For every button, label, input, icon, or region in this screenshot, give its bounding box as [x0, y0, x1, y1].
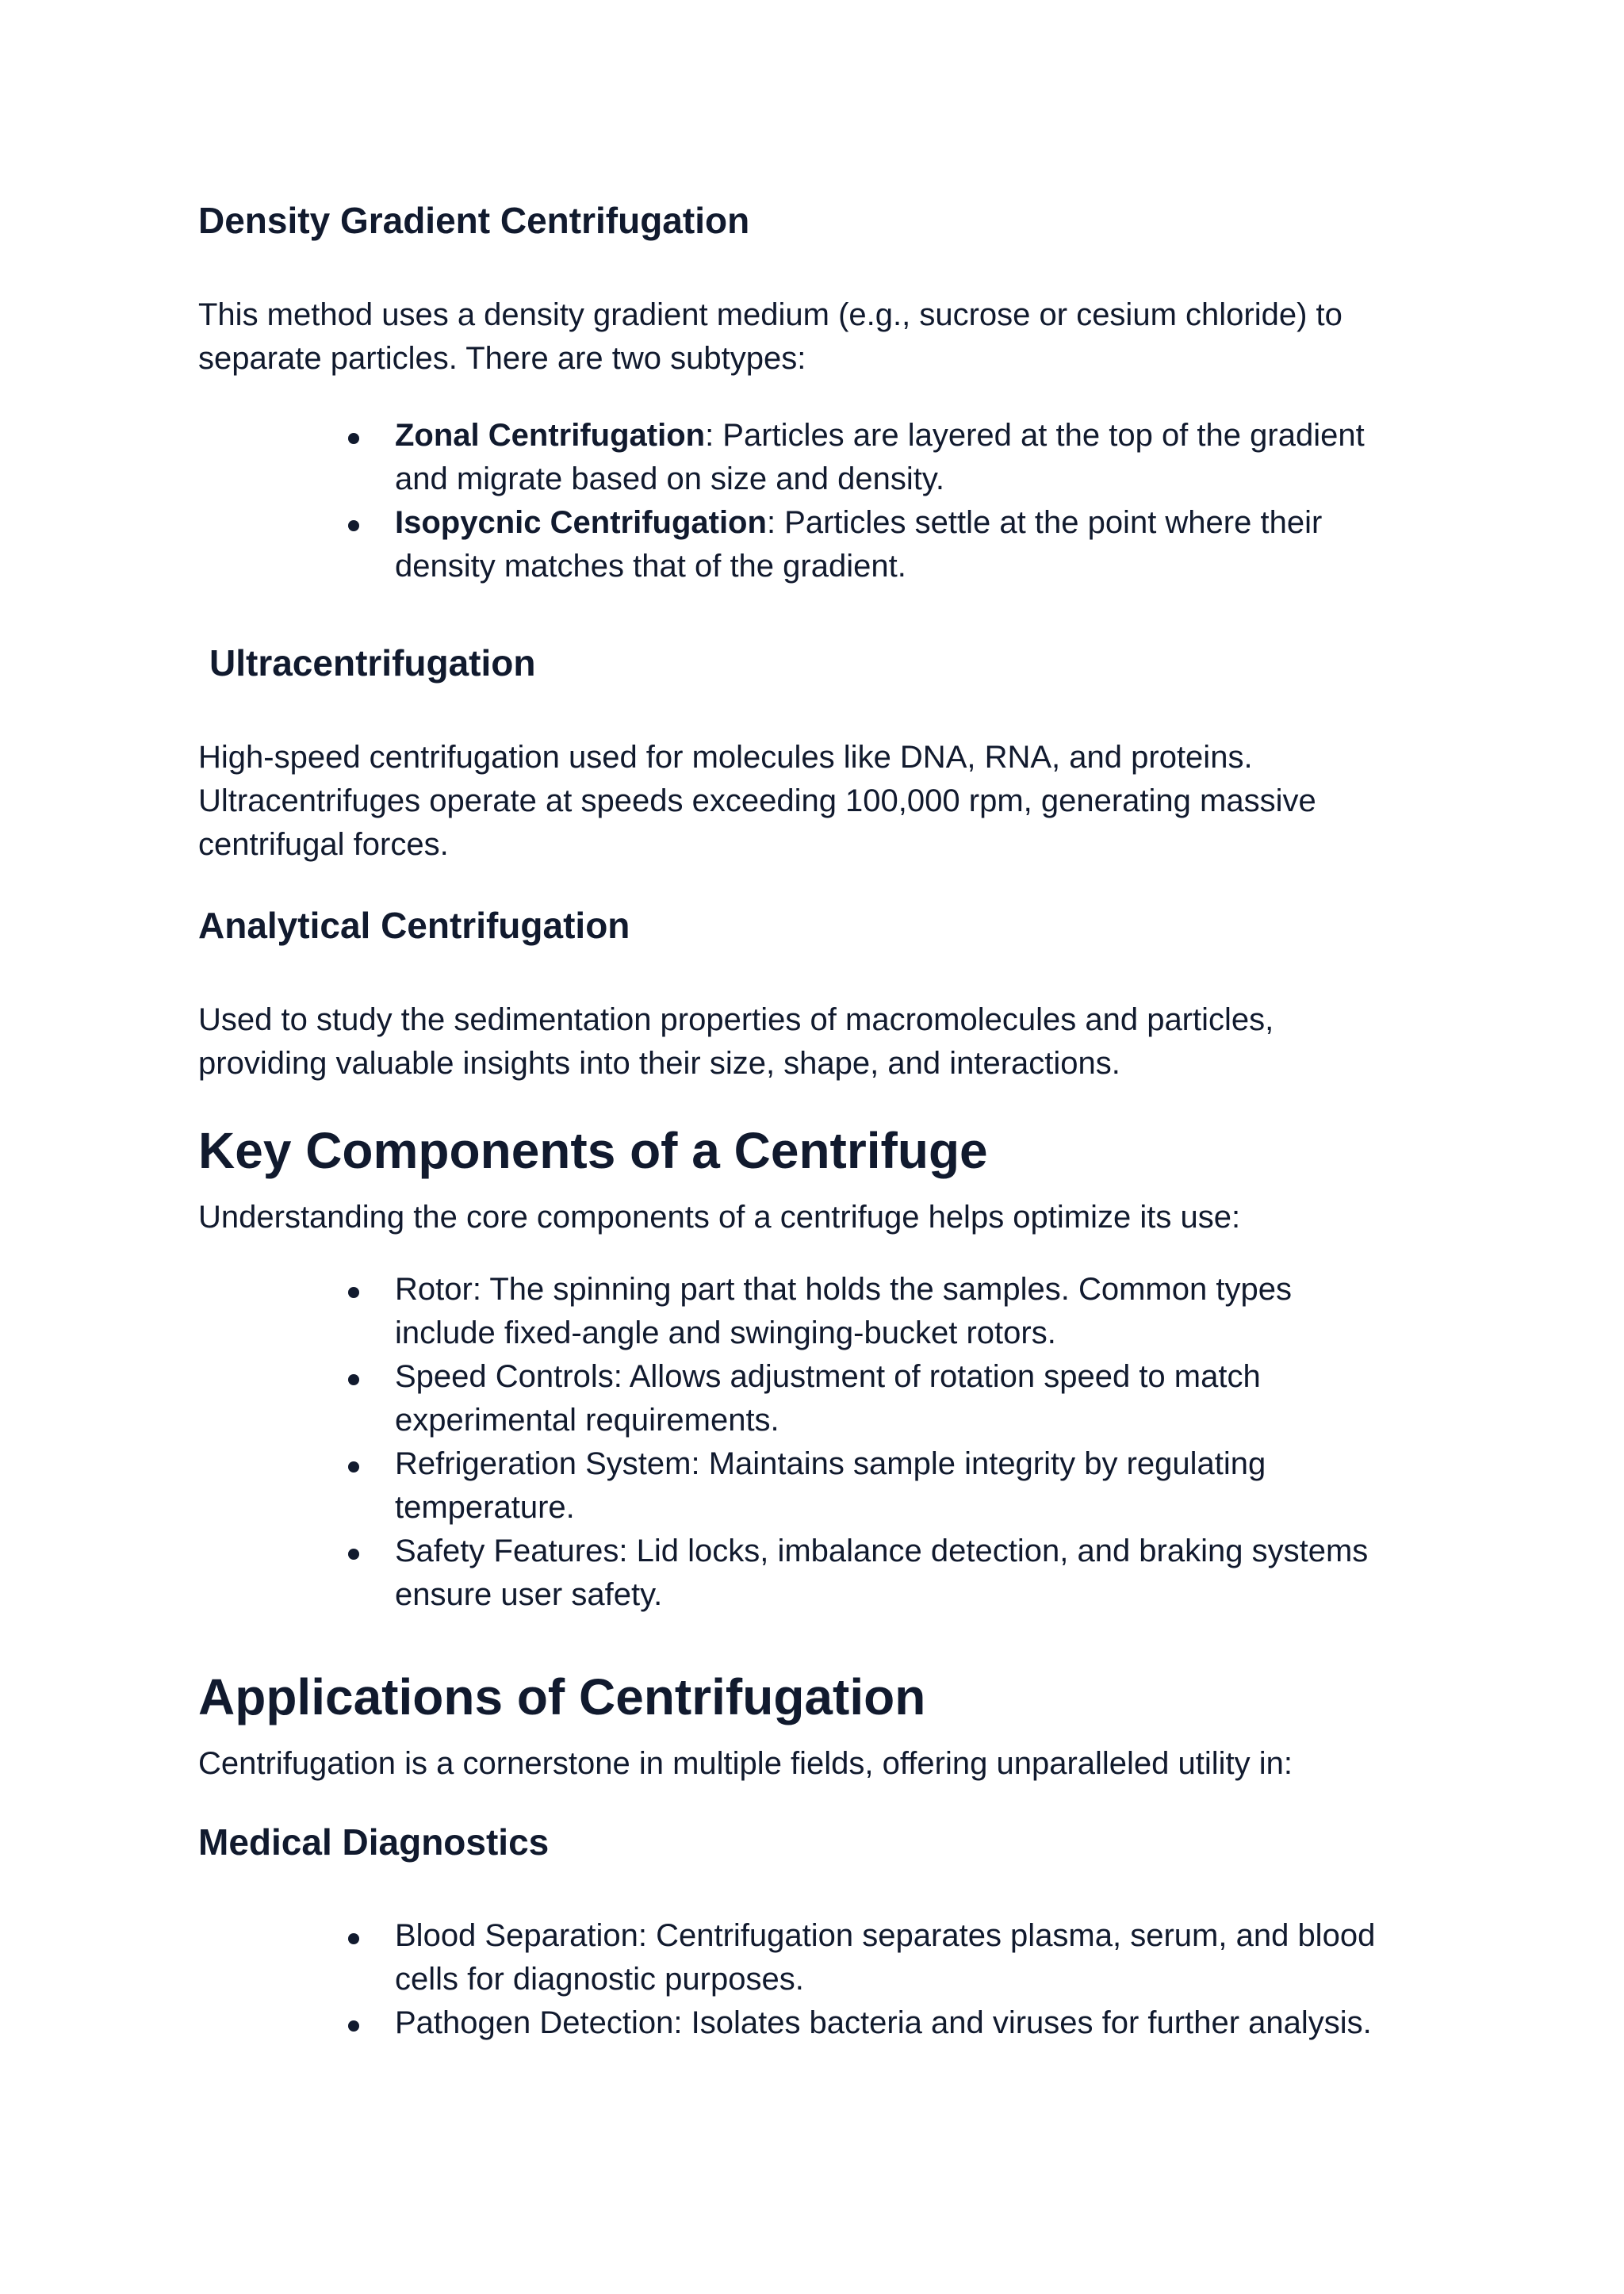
paragraph-line: This method uses a density gradient medium (e.g., sucrose or cesium chloride) to: [198, 297, 1342, 332]
list-item: [0, 1530, 1624, 1617]
bullet-icon: [348, 1549, 359, 1560]
term-description: : Particles are layered at the top of the gradient: [705, 418, 1365, 453]
list-item-line: Speed Controls: Allows adjustment of rotation speed to match: [395, 1359, 1261, 1394]
heading-applications: Applications of Centrifugation: [198, 1668, 926, 1725]
paragraph-line: Understanding the core components of a centrifuge helps optimize its use:: [198, 1200, 1241, 1235]
heading-ultracentrifugation: Ultracentrifugation: [209, 642, 536, 684]
paragraph-line: High-speed centrifugation used for molecules like DNA, RNA, and proteins.: [198, 740, 1253, 775]
components-list: [0, 1268, 1624, 1617]
list-item-line: include fixed-angle and swinging-bucket rotors.: [395, 1316, 1056, 1350]
bullet-icon: [348, 520, 359, 531]
list-item-line: experimental requirements.: [395, 1403, 779, 1438]
bullet-icon: [348, 2020, 359, 2032]
list-item-line: temperature.: [395, 1490, 575, 1525]
list-item-line: Pathogen Detection: Isolates bacteria and viruses for further analysis.: [395, 2005, 1372, 2040]
bullet-icon: [348, 1933, 359, 1944]
list-item-line: density matches that of the gradient.: [395, 549, 906, 584]
list-item: [0, 1914, 1624, 2001]
analytical-paragraph: [198, 998, 1435, 1086]
list-item-line: ensure user safety.: [395, 1577, 663, 1612]
heading-key-components: Key Components of a Centrifuge: [198, 1122, 988, 1179]
density-subtypes-list: [0, 414, 1624, 588]
bullet-icon: [348, 1287, 359, 1298]
list-item-line: [395, 414, 1624, 458]
list-item-line: Refrigeration System: Maintains sample integrity by regulating: [395, 1446, 1266, 1481]
term-description: : Particles settle at the point where their: [766, 505, 1323, 540]
term-label: Isopycnic Centrifugation: [395, 505, 767, 540]
list-item-line: and migrate based on size and density.: [395, 461, 945, 496]
ultra-paragraph: [198, 736, 1435, 867]
list-item: [0, 1268, 1624, 1355]
list-item-line: [395, 501, 1624, 545]
list-item-line: Safety Features: Lid locks, imbalance detection, and braking systems: [395, 1534, 1369, 1568]
paragraph-line: providing valuable insights into their size, shape, and interactions.: [198, 1046, 1120, 1081]
paragraph-line: separate particles. There are two subtypes:: [198, 341, 806, 376]
paragraph-line: Used to study the sedimentation properties of macromolecules and particles,: [198, 1002, 1274, 1037]
paragraph-line: Centrifugation is a cornerstone in multiple fields, offering unparalleled utility in:: [198, 1746, 1293, 1781]
bullet-icon: [348, 433, 359, 444]
list-item: [0, 1442, 1624, 1530]
list-item: [0, 1355, 1624, 1442]
term-label: Zonal Centrifugation: [395, 418, 706, 453]
heading-density-gradient: Density Gradient Centrifugation: [198, 200, 750, 241]
bullet-icon: [348, 1374, 359, 1385]
paragraph-line: centrifugal forces.: [198, 827, 449, 862]
paragraph-line: Ultracentrifuges operate at speeds exceeding 100,000 rpm, generating massive: [198, 783, 1316, 818]
list-item-line: Rotor: The spinning part that holds the samples. Common types: [395, 1272, 1292, 1307]
list-item: [0, 501, 1624, 588]
applications-intro: [198, 1742, 1435, 1786]
heading-analytical-centrifugation: Analytical Centrifugation: [198, 905, 630, 946]
heading-medical-diagnostics: Medical Diagnostics: [198, 1821, 550, 1863]
components-intro: [198, 1196, 1435, 1239]
list-item: [0, 414, 1624, 501]
list-item-line: Blood Separation: Centrifugation separates plasma, serum, and blood: [395, 1918, 1376, 1953]
list-item-line: cells for diagnostic purposes.: [395, 1962, 804, 1997]
list-item: [0, 2001, 1624, 2045]
bullet-icon: [348, 1461, 359, 1473]
medical-list: [0, 1914, 1624, 2045]
density-intro-paragraph: [198, 293, 1435, 381]
